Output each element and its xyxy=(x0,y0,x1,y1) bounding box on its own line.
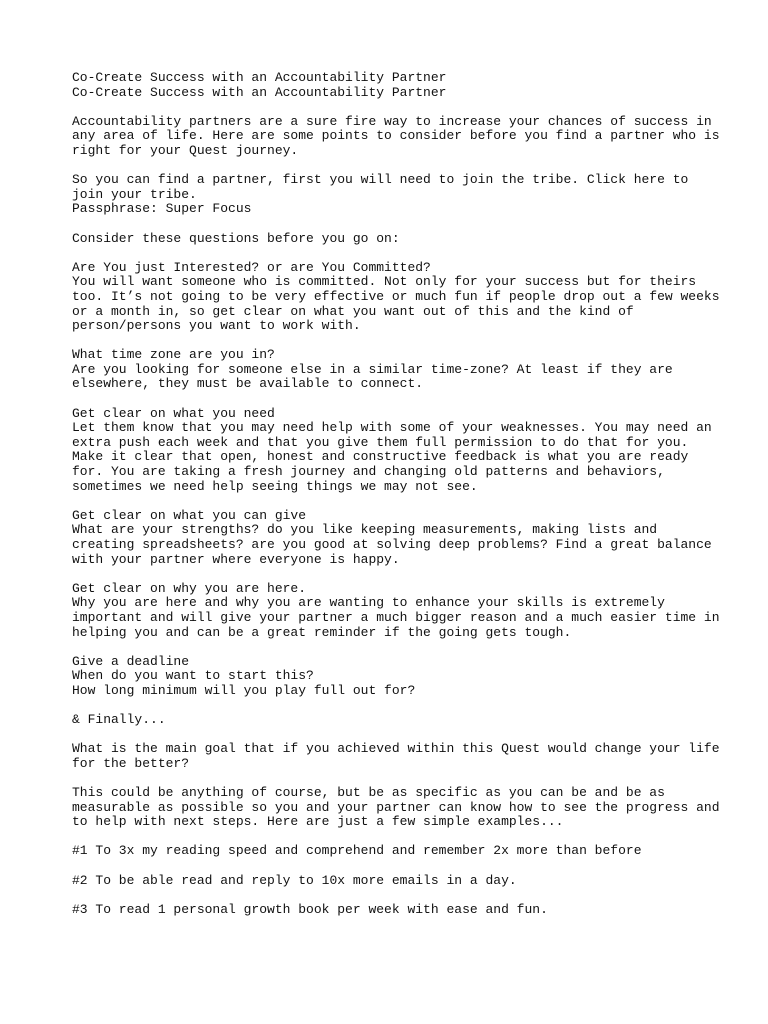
text-line: Accountability partners are a sure fire way to increase your chances of success in xyxy=(72,113,712,129)
main-goal-paragraph xyxy=(72,741,720,771)
text-line: for the better? xyxy=(72,755,190,771)
why-here-section xyxy=(72,580,720,640)
example-item xyxy=(72,903,712,918)
document-title xyxy=(72,71,712,100)
title-line: Co-Create Success with an Accountability Partner xyxy=(72,84,447,100)
text-line: sometimes we need help seeing things we may not see. xyxy=(72,478,478,494)
committed-section xyxy=(72,259,720,334)
text-line: creating spreadsheets? are you good at solving deep problems? Find a great balance xyxy=(72,537,712,552)
text-line: too. It’s not going to be very effective or much fun if people drop out a few weeks xyxy=(72,288,720,304)
text-line: Make it clear that open, honest and constructive feedback is what you are ready xyxy=(72,449,689,465)
questions-intro-paragraph xyxy=(72,232,712,247)
text-line: How long minimum will you play full out for? xyxy=(72,682,416,698)
specific-goal-paragraph xyxy=(72,785,720,830)
text-line: Consider these questions before you go on: xyxy=(72,230,400,246)
text-line: So you can find a partner, first you will need to join the tribe. Click here to xyxy=(72,172,689,188)
text-line: You will want someone who is committed. Not only for your success but for theirs xyxy=(72,274,697,290)
text-line: join your tribe. xyxy=(72,186,197,202)
section-heading: Get clear on why you are here. xyxy=(72,580,307,596)
section-heading: Get clear on what you can give xyxy=(72,507,307,523)
text-line: right for your Quest journey. xyxy=(72,142,299,158)
text-line: with your partner where everyone is happy. xyxy=(72,551,400,567)
what-you-need-section xyxy=(72,407,712,495)
document-page xyxy=(72,70,720,932)
text-line: #3 To read 1 personal growth book per week with ease and fun. xyxy=(72,901,548,917)
tribe-paragraph xyxy=(72,173,712,217)
text-line: to help with next steps. Here are just a few simple examples... xyxy=(72,814,564,830)
text-line: any area of life. Here are some points to consider before you find a partner who is xyxy=(72,128,720,144)
text-line: & Finally... xyxy=(72,712,166,728)
section-heading: What time zone are you in? xyxy=(72,347,275,363)
text-line: What is the main goal that if you achieved within this Quest would change your life xyxy=(72,741,720,757)
text-line: When do you want to start this? xyxy=(72,668,314,684)
text-line: extra push each week and that you give them full permission to do that for you. xyxy=(72,434,689,450)
text-line: person/persons you want to work with. xyxy=(72,318,361,334)
text-line: Why you are here and why you are wanting to enhance your skills is extremely xyxy=(72,595,665,611)
text-line: elsewhere, they must be available to connect. xyxy=(72,376,424,392)
time-zone-section xyxy=(72,348,712,392)
title-line: Co-Create Success with an Accountability Partner xyxy=(72,70,447,85)
text-line: or a month in, so get clear on what you want out of this and the kind of xyxy=(72,303,634,319)
intro-paragraph xyxy=(72,113,720,159)
section-heading: Give a deadline xyxy=(72,653,190,669)
text-line: important and will give your partner a much bigger reason and a much easier time in xyxy=(72,609,720,625)
text-line: measurable as possible so you and your partner can know how to see the progress and xyxy=(72,799,720,815)
text-line: helping you and can be a great reminder if the going gets tough. xyxy=(72,624,572,640)
example-item xyxy=(72,874,712,889)
passphrase-line: Passphrase: Super Focus xyxy=(72,201,252,217)
example-item xyxy=(72,844,712,859)
section-heading: Get clear on what you need xyxy=(72,405,275,421)
text-line: #1 To 3x my reading speed and comprehend and remember 2x more than before xyxy=(72,843,642,859)
text-line: What are your strengths? do you like keeping measurements, making lists and xyxy=(72,522,658,538)
finally-paragraph xyxy=(72,713,712,728)
what-you-can-give-section xyxy=(72,509,712,567)
text-line: This could be anything of course, but be as specific as you can be and be as xyxy=(72,785,665,801)
text-line: for. You are taking a fresh journey and changing old patterns and behaviors, xyxy=(72,464,665,480)
text-line: Let them know that you may need help with some of your weaknesses. You may need an xyxy=(72,420,712,436)
text-line: Are you looking for someone else in a similar time-zone? At least if they are xyxy=(72,361,673,377)
text-line: #2 To be able read and reply to 10x more emails in a day. xyxy=(72,872,517,888)
deadline-section xyxy=(72,655,712,699)
section-heading: Are You just Interested? or are You Committed? xyxy=(72,259,431,275)
